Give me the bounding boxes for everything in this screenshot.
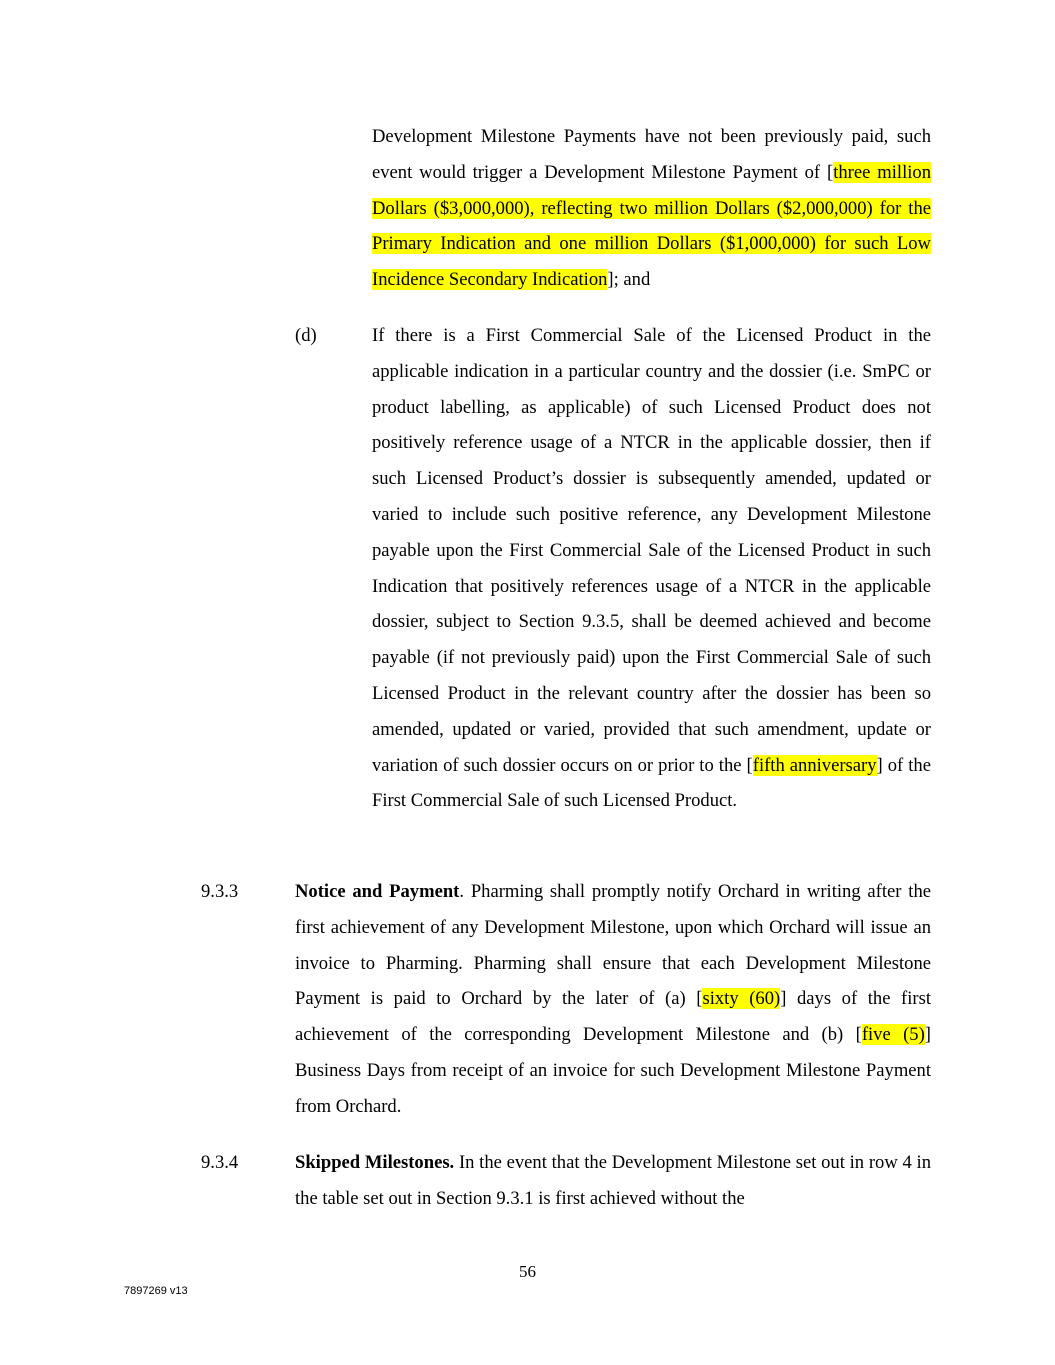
clause-c-continuation: [372, 119, 931, 298]
section-933: [295, 874, 931, 1125]
section-934-text: Skipped Milestones. In the event that the Development Milestone set out in row 4 in the table set out in Section 9.3.1 is first achieved without the: [295, 1152, 931, 1209]
section-933-heading: Notice and Payment: [295, 881, 460, 902]
clause-c-text: Development Milestone Payments have not been previously paid, such event would trigger a Development Milestone Payment of [three million Dollars ($3,000,000), reflecting two million Dollars ($2,000,000) for the Primary Indication and one million Dollars ($1,000,000) for such Low Incidence Secondary Indication]; and: [372, 126, 932, 291]
highlighted-business-days: five (5): [861, 1024, 925, 1046]
highlighted-days: sixty (60): [702, 988, 781, 1010]
clause-d-label: (d): [295, 325, 317, 346]
page-number: 56: [519, 1262, 536, 1281]
highlighted-amount: three million Dollars ($3,000,000), reflecting two million Dollars ($2,000,000) for the Primary Indication and one million Dollars ($1,000,000) for such Low Incidence Secondary Indication: [372, 161, 932, 291]
document-id: 7897269 v13: [124, 1285, 188, 1297]
clause-d-text: If there is a First Commercial Sale of the Licensed Product in the applicable indication in a particular country and the dossier (i.e. SmPC or product labelling, as applicable) of such Licensed Product does not positively reference usage of a NTCR in the applicable dossier, then if such Licensed Product’s dossier is subsequently amended, updated or varied to include such positive reference, any Development Milestone payable upon the First Commercial Sale of the Licensed Product in such Indication that positively references usage of a NTCR in the applicable dossier, subject to Section 9.3.5, shall be deemed achieved and become payable (if not previously paid) upon the First Commercial Sale of such Licensed Product in the relevant country after the dossier has been so amended, updated or varied, provided that such amendment, update or variation of such dossier occurs on or prior to the [fifth anniversary] of the First Commercial Sale of such Licensed Product.: [372, 325, 931, 812]
section-934-heading: Skipped Milestones.: [295, 1152, 455, 1173]
section-934: [295, 1145, 931, 1217]
section-933-number: 9.3.3: [201, 881, 239, 902]
highlighted-term: fifth anniversary: [752, 754, 877, 776]
clause-d: [372, 318, 931, 819]
section-934-number: 9.3.4: [201, 1152, 239, 1173]
section-933-text: Notice and Payment. Pharming shall promptly notify Orchard in writing after the first achievement of any Development Milestone, upon which Orchard will issue an invoice to Pharming. Pharming shall ensure that each Development Milestone Payment is paid to Orchard by the later of (a) [sixty (60)] days of the first achievement of the corresponding Development Milestone and (b) [five (5)] Business Days from receipt of an invoice for such Development Milestone Payment from Orchard.: [295, 881, 931, 1117]
